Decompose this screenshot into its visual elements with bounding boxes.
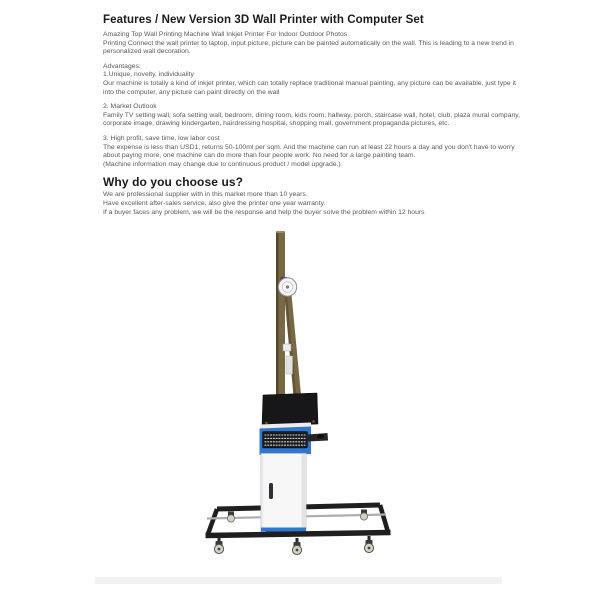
description-section [103, 0, 543, 223]
text-line: 3. High profit, save time, low labor cost [103, 134, 220, 142]
text-line: Printing Connect the wall printer to laptop, input picture, picture can be painted automatically on the wall. This is leading to a new trend in [103, 39, 514, 47]
text-line: Our machine is totally a kind of inkjet printer, which can totally replace traditional manual painting, any picture can be available, just type it [103, 79, 516, 87]
mouse [317, 434, 325, 440]
caster-wheels [214, 536, 373, 555]
text-line: 1.Unique, novelty, individuality [103, 71, 194, 79]
caster-left [214, 537, 223, 554]
cabinet-door-handle [269, 483, 273, 499]
rail-pulley [278, 277, 296, 296]
text-line: Advantages: [103, 62, 141, 70]
keyboard-tray [260, 423, 312, 456]
section-divider-bar [95, 577, 502, 584]
feature-title: Features / New Version 3D Wall Printer with Computer Set [103, 14, 424, 26]
mouse-tray [308, 433, 328, 442]
advantages-paragraph [103, 63, 543, 97]
text-line: Family TV setting wall, sofa setting wall, bedroom, dining room, kids room, hallway, porch, staircase wall, hotel, club, plaza mural company, [103, 111, 521, 119]
text-line: If a buyer faces any problem, we will be the response and help the buyer solve the problem within 12 hours [103, 208, 425, 216]
profit-paragraph [103, 135, 543, 169]
cabinet-blue-stripe [261, 528, 306, 532]
text-line: into the computer, any picture can paint directly on the wall [103, 88, 280, 96]
printer-cabinet [261, 454, 306, 537]
text-line: 2. Market Outlook [103, 103, 157, 111]
why-choose-us-title: Why do you choose us? [103, 175, 244, 190]
text-line: Have excellent after-sales service, also give the printer one year warranty. [103, 199, 326, 207]
market-outlook-paragraph [103, 103, 543, 129]
caster-middle [292, 538, 301, 555]
intro-paragraph [103, 31, 543, 57]
supplier-paragraph [103, 191, 543, 217]
printer-vertical-rail [276, 231, 285, 395]
product-image [190, 228, 405, 558]
text-line: corporate image, drawing kindergarten, hairdressing hospital, shopping mall, government propaganda pictures, etc. [103, 120, 450, 128]
printer-slanted-rail [284, 284, 302, 401]
text-line: Amazing Top Wall Printing Machine Wall Inkjet Printer For Indoor Outdoor Photos [103, 31, 348, 38]
text-line: We are professional supplier with in this market more than 10 years. [103, 191, 308, 199]
caster-right [364, 536, 373, 553]
text-line: personalized wall decoration. [103, 48, 191, 56]
text-line: about paying more, one machine can do more than four people work. No need for a large painting team. [103, 152, 416, 160]
floor-frame-front-rail [206, 533, 391, 536]
text-line: The expense is less than USD1, returns 50-100ml per sqm. And the machine can run at least 22 hours a day and you don't have to worry [103, 143, 515, 151]
printer-monitor [262, 393, 318, 426]
text-line: (Machine information may change due to continuous product / model upgrade.) [103, 160, 341, 168]
